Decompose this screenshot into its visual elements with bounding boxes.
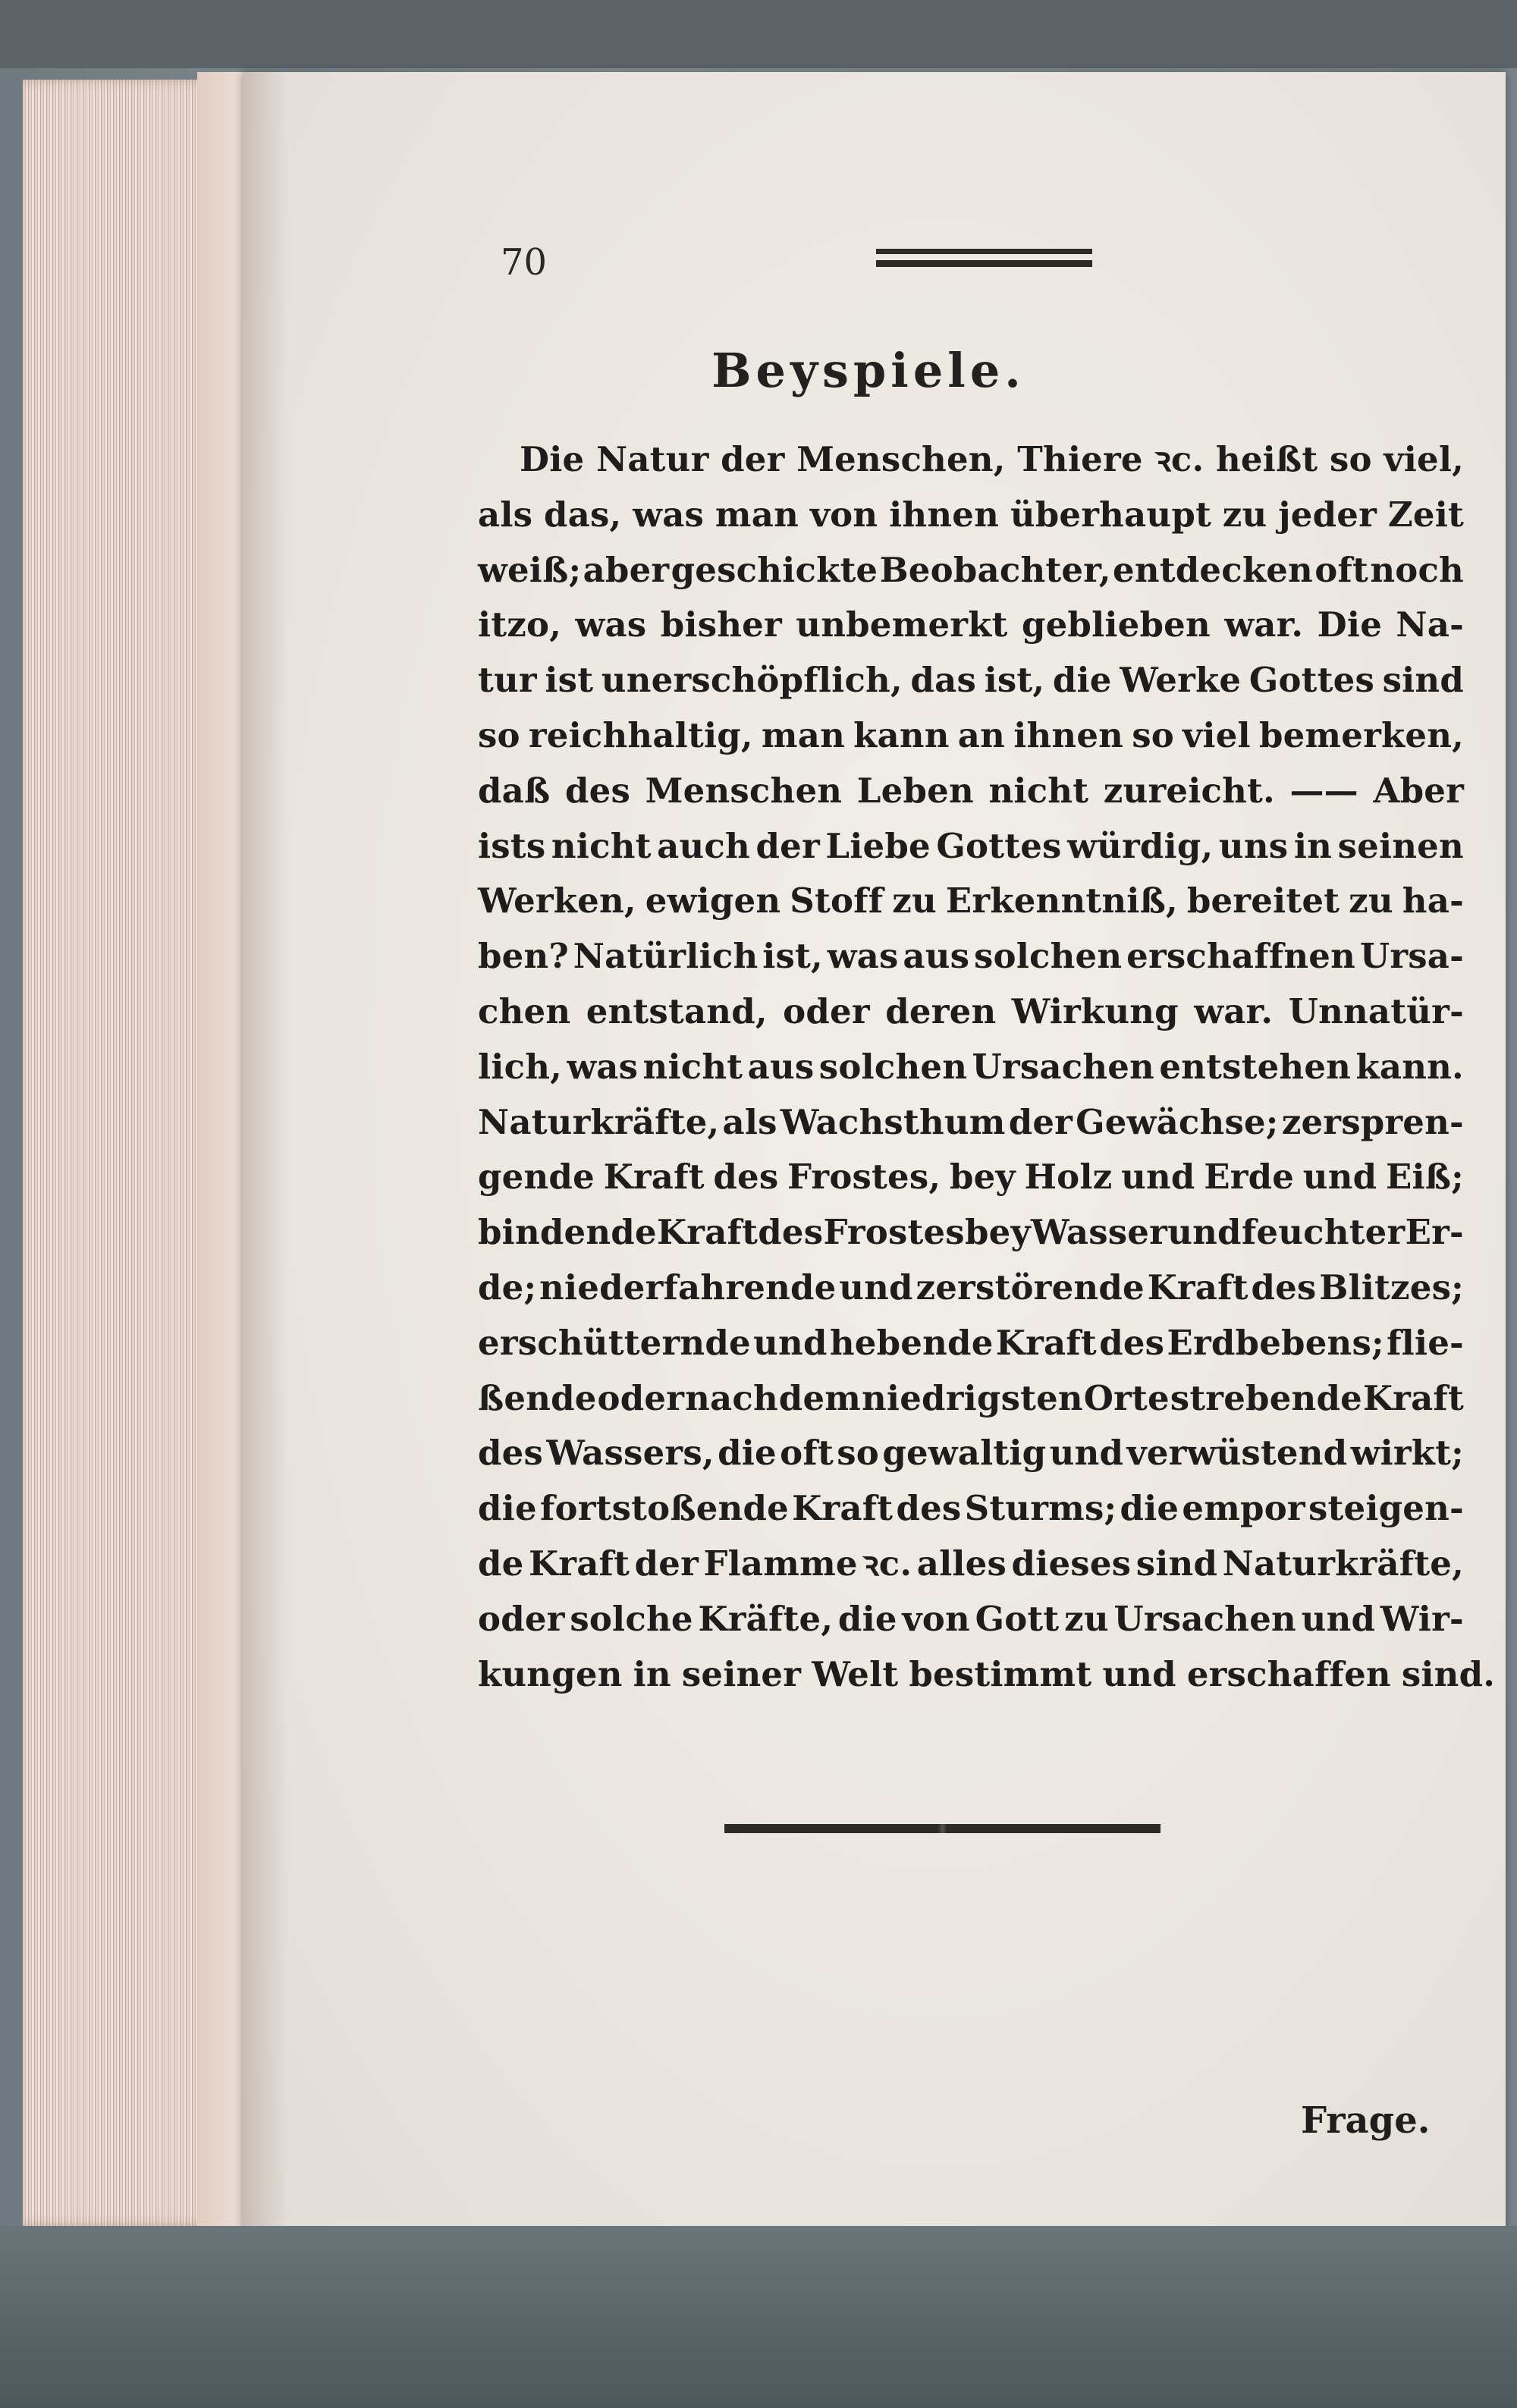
word: de: [478, 1543, 524, 1584]
text-line: [478, 708, 1464, 764]
word: was: [827, 936, 899, 977]
word: Erde: [1204, 1157, 1295, 1198]
closing-rule: [724, 1824, 1161, 1833]
word: war.: [1194, 991, 1274, 1031]
word: oder: [783, 991, 870, 1031]
word: aus: [747, 1046, 815, 1087]
word: zu: [1222, 494, 1267, 535]
word: sind: [1135, 1543, 1218, 1584]
word: und: [839, 1267, 913, 1308]
word: Erkenntniß,: [945, 881, 1178, 921]
word: und: [753, 1322, 828, 1363]
word: ihnen: [1013, 714, 1124, 755]
word: de;: [478, 1267, 537, 1308]
word: an: [957, 714, 1006, 755]
word: Gottes: [1248, 660, 1374, 701]
word: zu: [1349, 881, 1393, 921]
word: Die: [520, 439, 585, 479]
word: Wassers,: [546, 1433, 715, 1474]
word: Wachsthum: [780, 1101, 1006, 1142]
word: niederfahrende: [539, 1267, 837, 1308]
word: und: [1121, 1157, 1195, 1198]
word: der: [634, 1543, 699, 1584]
text-line: [478, 984, 1464, 1040]
word: heißt: [1215, 439, 1318, 479]
word: noch: [1370, 549, 1464, 590]
word: Kraft: [603, 1157, 705, 1198]
word: Wir-: [1380, 1598, 1464, 1639]
word: Ursachen: [1113, 1598, 1296, 1639]
word: flie-: [1387, 1322, 1464, 1363]
word: Kraft: [1362, 1377, 1464, 1418]
word: sind.: [1401, 1653, 1496, 1694]
word: verwüstend: [1126, 1433, 1348, 1474]
word: Sturms;: [964, 1488, 1117, 1529]
word: erschütternde: [478, 1322, 751, 1363]
word: Natur: [595, 439, 709, 479]
word: dem: [778, 1377, 862, 1418]
word: Aber: [1373, 770, 1464, 811]
table-surface: [0, 2226, 1517, 2408]
word: unbemerkt: [796, 604, 1008, 645]
word: Blitzes;: [1319, 1267, 1464, 1308]
word: feuchter: [1241, 1212, 1406, 1253]
word: nicht: [551, 825, 652, 866]
word: empor: [1182, 1488, 1305, 1529]
word: die: [837, 1598, 897, 1639]
word: ——: [1289, 770, 1358, 811]
text-line: [478, 929, 1464, 984]
word: die: [1120, 1488, 1179, 1529]
word: ha-: [1402, 881, 1464, 921]
word: des: [565, 770, 631, 811]
word: seiner: [681, 1653, 802, 1694]
word: entstehen: [1159, 1046, 1352, 1087]
word: entstand,: [586, 991, 768, 1031]
word: Kräfte,: [698, 1598, 834, 1639]
word: Eiß;: [1385, 1157, 1464, 1198]
word: Kraft: [995, 1322, 1097, 1363]
body-paragraph: [478, 432, 1496, 1702]
word: war.: [1224, 604, 1304, 645]
text-line: [478, 432, 1464, 488]
word: des: [758, 1212, 824, 1253]
word: die: [478, 1488, 537, 1529]
word: erschaffen: [1186, 1653, 1391, 1694]
word: Kraft: [656, 1212, 758, 1253]
text-line: [478, 819, 1464, 874]
word: bereitet: [1186, 881, 1340, 921]
word: des: [1099, 1322, 1165, 1363]
text-line: [478, 653, 1464, 708]
word: ist,: [984, 660, 1045, 701]
word: seinen: [1337, 825, 1464, 866]
text-line: [478, 1261, 1464, 1316]
word: Werke: [1120, 660, 1242, 701]
text-line: [478, 764, 1464, 819]
word: bestimmt: [909, 1653, 1092, 1694]
word: das,: [544, 494, 622, 535]
word: und: [1102, 1653, 1176, 1694]
word: der: [1008, 1101, 1073, 1142]
word: Frostes: [823, 1212, 965, 1253]
word: und: [1049, 1433, 1124, 1474]
word: entdecken: [1113, 549, 1313, 590]
word: so: [1329, 439, 1372, 479]
word: dieses: [1011, 1543, 1132, 1584]
word: solchen: [818, 1046, 968, 1087]
word: als: [722, 1101, 777, 1142]
word: so: [837, 1433, 879, 1474]
word: nach: [685, 1377, 778, 1418]
word: des: [1251, 1267, 1317, 1308]
word: strebende: [1170, 1377, 1362, 1418]
word: hebende: [829, 1322, 994, 1363]
word: Kraft: [528, 1543, 630, 1584]
word: deren: [885, 991, 997, 1031]
word: ꝛc.: [1154, 439, 1204, 479]
word: Flamme: [703, 1543, 858, 1584]
word: die: [718, 1433, 777, 1474]
word: kungen: [478, 1653, 623, 1694]
word: gende: [478, 1157, 595, 1198]
section-heading: Beyspiele.: [711, 343, 1025, 398]
word: Gott: [975, 1598, 1060, 1639]
word: Kraft: [1147, 1267, 1248, 1308]
word: und: [1301, 1598, 1376, 1639]
word: reichhaltig,: [528, 714, 753, 755]
word: in: [633, 1653, 671, 1694]
word: alles: [916, 1543, 1007, 1584]
word: aber: [583, 549, 670, 590]
header-double-rule: [876, 249, 1092, 272]
word: oder: [478, 1598, 565, 1639]
word: des: [713, 1157, 779, 1198]
word: Zeit: [1387, 494, 1464, 535]
word: aus: [903, 936, 970, 977]
word: lich,: [478, 1046, 562, 1087]
word: bemerken,: [1258, 714, 1464, 755]
text-line: [478, 1481, 1464, 1537]
word: gewaltig: [882, 1433, 1047, 1474]
word: auch: [657, 825, 750, 866]
word: Wirkung: [1011, 991, 1179, 1031]
word: man: [715, 494, 799, 535]
word: daß: [478, 770, 551, 811]
text-line: [478, 1316, 1464, 1371]
word: viel,: [1384, 439, 1464, 479]
text-line: [478, 1426, 1464, 1481]
word: so: [1132, 714, 1174, 755]
text-line: [478, 1592, 1464, 1647]
word: von: [902, 1598, 970, 1639]
word: oft: [780, 1433, 834, 1474]
word: oft: [1314, 549, 1369, 590]
word: Leben: [856, 770, 974, 811]
word: Beobachter,: [879, 549, 1111, 590]
text-line: [478, 488, 1464, 543]
word: oder: [597, 1377, 685, 1418]
word: Werken,: [478, 881, 636, 921]
word: ben?: [478, 936, 569, 977]
word: wirkt;: [1350, 1433, 1464, 1474]
word: solche: [570, 1598, 693, 1639]
word: Holz: [1024, 1157, 1113, 1198]
word: überhaupt: [1010, 494, 1211, 535]
text-line: [478, 1040, 1464, 1095]
text-line: [478, 1150, 1464, 1205]
word: Kraft: [792, 1488, 894, 1529]
word: solchen: [974, 936, 1123, 977]
word: Die: [1317, 604, 1383, 645]
text-line: [478, 1205, 1464, 1261]
word: ꝛc.: [862, 1543, 912, 1584]
word: würdig,: [1067, 825, 1214, 866]
word: des: [896, 1488, 962, 1529]
catchword: Frage.: [1301, 2099, 1431, 2142]
word: der: [755, 825, 820, 866]
word: bey: [965, 1212, 1031, 1253]
word: so: [478, 714, 520, 755]
word: Ursa-: [1359, 936, 1464, 977]
word: Orte: [1083, 1377, 1170, 1418]
word: weiß;: [478, 549, 582, 590]
text-line: [478, 1095, 1464, 1151]
text-line: [478, 1537, 1464, 1592]
word: steigen-: [1308, 1488, 1464, 1529]
word: zu: [1064, 1598, 1109, 1639]
word: Thiere: [1017, 439, 1143, 479]
word: Welt: [812, 1653, 899, 1694]
word: ewigen: [645, 881, 781, 921]
word: viel: [1183, 714, 1251, 755]
word: Na-: [1396, 604, 1464, 645]
word: Unnatür-: [1288, 991, 1464, 1031]
word: bisher: [660, 604, 782, 645]
word: ist,: [762, 936, 823, 977]
word: Naturkräfte,: [1222, 1543, 1464, 1584]
word: ists: [478, 825, 546, 866]
word: ist: [545, 660, 594, 701]
word: ihnen: [889, 494, 999, 535]
word: bey: [949, 1157, 1016, 1198]
word: zu: [892, 881, 937, 921]
word: fortstoßende: [539, 1488, 789, 1529]
word: geblieben: [1021, 604, 1211, 645]
word: geschickte: [671, 549, 878, 590]
word: chen: [478, 991, 571, 1031]
word: Menschen,: [796, 439, 1006, 479]
word: Ursachen: [972, 1046, 1154, 1087]
text-line: [478, 1371, 1464, 1427]
word: zureicht.: [1103, 770, 1275, 811]
text-line: [478, 598, 1464, 653]
word: was: [567, 1046, 639, 1087]
word: uns: [1218, 825, 1289, 866]
word: unerschöpflich,: [601, 660, 903, 701]
word: der: [721, 439, 785, 479]
word: als: [478, 494, 533, 535]
word: Liebe: [825, 825, 931, 866]
word: Natürlich: [573, 936, 758, 977]
word: bindende: [478, 1212, 657, 1253]
word: Erdbebens;: [1167, 1322, 1384, 1363]
word: zerspren-: [1281, 1101, 1464, 1142]
word: Gottes: [936, 825, 1062, 866]
text-line: [478, 874, 1464, 929]
word: itzo,: [478, 604, 562, 645]
word: niedrigsten: [862, 1377, 1083, 1418]
word: Wasser: [1031, 1212, 1168, 1253]
word: Er-: [1405, 1212, 1464, 1253]
word: jeder: [1278, 494, 1377, 535]
word: des: [478, 1433, 544, 1474]
word: tur: [478, 660, 537, 701]
word: zerstörende: [916, 1267, 1145, 1308]
word: Stoff: [790, 881, 884, 921]
word: was: [575, 604, 647, 645]
word: kann: [853, 714, 950, 755]
word: ßende: [478, 1377, 597, 1418]
page-number: 70: [501, 241, 548, 284]
word: sind: [1382, 660, 1464, 701]
word: von: [809, 494, 878, 535]
word: nicht: [642, 1046, 743, 1087]
word: was: [633, 494, 705, 535]
text-line: [478, 543, 1464, 598]
word: in: [1293, 825, 1333, 866]
word: Gewächse;: [1076, 1101, 1279, 1142]
word: das: [910, 660, 976, 701]
word: und: [1167, 1212, 1242, 1253]
word: kann.: [1355, 1046, 1464, 1087]
word: Frostes,: [787, 1157, 941, 1198]
word: die: [1052, 660, 1112, 701]
word: Menschen: [645, 770, 843, 811]
word: erschaffnen: [1126, 936, 1356, 977]
word: man: [761, 714, 845, 755]
word: Naturkräfte,: [478, 1101, 720, 1142]
word: nicht: [988, 770, 1089, 811]
text-line: [478, 1647, 1496, 1703]
word: und: [1302, 1157, 1377, 1198]
